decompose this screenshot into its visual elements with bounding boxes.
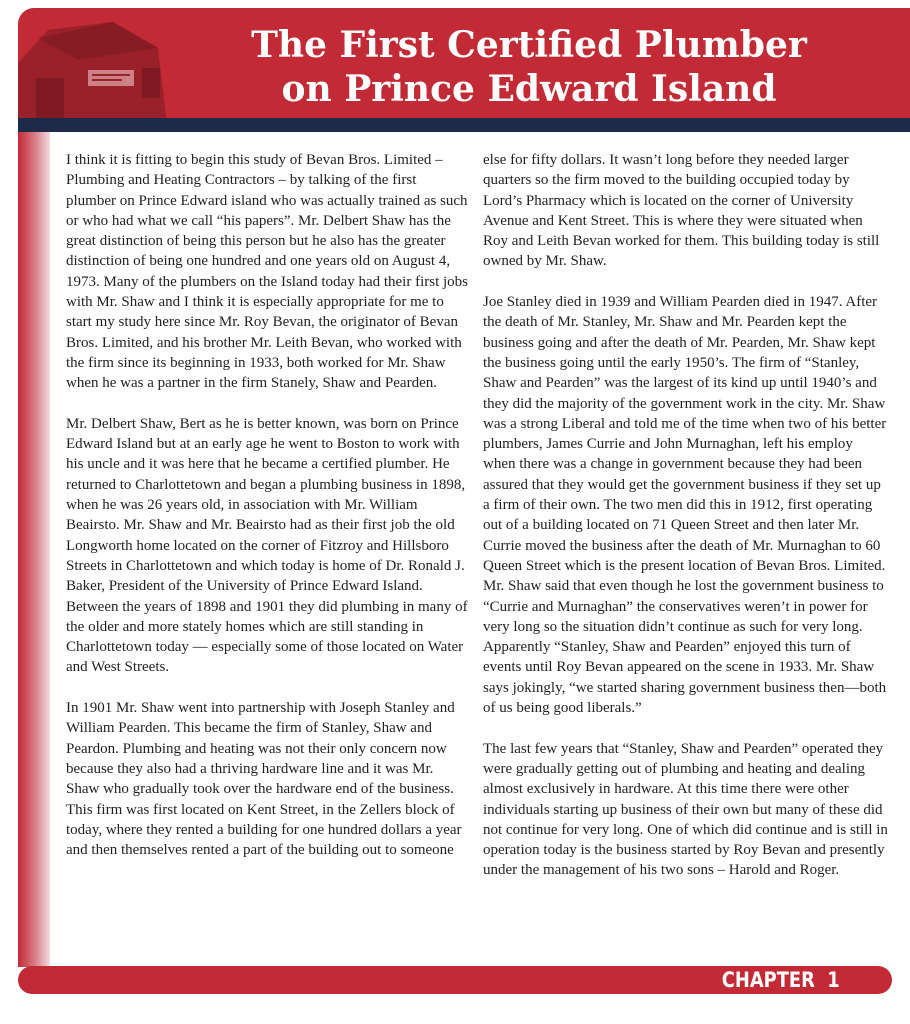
chapter-marker — [722, 967, 840, 993]
page-title — [148, 23, 910, 111]
text-column-left — [66, 150, 470, 881]
footer-bar — [18, 966, 892, 994]
paragraph: Joe Stanley died in 1939 and William Pearden died in 1947. After the death of Mr. Stanley, Mr. Shaw and Mr. Pearden kept the business going and after the death of Mr. Pearden, Mr. Shaw kept the business going until the early 1950’s. The firm of “Stanley, Shaw and Pearden” was the largest of its kind up until 1940’s and they did the majority of the government work in the city. Mr. Shaw was a strong Liberal and told me of the time when two of his better plumbers, James Currie and John Murnaghan, left his employ when there was a change in government because they had been assured that they would get the government business if they set up a firm of their own. The two men did this in 1912, first operating out of a building located on 71 Queen Street and then later Mr. Currie moved the business after the death of Mr. Murnaghan to 60 Queen Street which is the present location of Bevan Bros. Limited. Mr. Shaw said that even though he lost the government business to “Currie and Murnaghan” the conservatives weren’t in power for very long so the situation didn’t continue as such for very long. Apparently “Stanley, Shaw and Pearden” enjoyed this turn of events until Roy Bevan appeared on the scene in 1933. Mr. Shaw says jokingly, “we started sharing government business then—both of us being good liberals.” — [483, 294, 887, 717]
paragraph: else for fifty dollars. It wasn’t long before they needed larger quarters so the firm moved to the building occupied today by Lord’s Pharmacy which is located on the corner of University Avenue and Kent Street. This is where they were situated when Roy and Leith Bevan worked for them. This building today is still owned by Mr. Shaw. — [483, 152, 880, 270]
side-gradient-bar — [18, 132, 50, 967]
title-line-2: on Prince Edward Island — [281, 68, 777, 110]
header-banner — [18, 8, 910, 118]
paragraph: In 1901 Mr. Shaw went into partnership with Joseph Stanley and William Pearden. This became the firm of Stanley, Shaw and Peardon. Plumbing and heating was not their only concern now because they also had a thriving hardware line and it was Mr. Shaw who gradually took over the hardware end of the business. This firm was first located on Kent Street, in the Zellers block of today, where they rented a building for one hundred dollars a year and then themselves rented a part of the building out to someone — [66, 700, 462, 859]
chapter-number: 1 — [827, 968, 840, 992]
paragraph: Mr. Delbert Shaw, Bert as he is better known, was born on Prince Edward Island but at an early age he went to Boston to work with his uncle and it was here that he became a certified plumber. He returned to Charlottetown and began a plumbing business in 1898, when he was 26 years old, in association with Mr. William Beairsto. Mr. Shaw and Mr. Beairsto had as their first job the old Longworth home located on the corner of Fitzroy and Hillsboro Streets in Charlottetown and which today is home of Dr. Ronald J. Baker, President of the University of Prince Edward Island. Between the years of 1898 and 1901 they did plumbing in many of the older and more stately homes which are still standing in Charlottetown today — especially some of those located on Water and West Streets. — [66, 415, 468, 676]
header-underline-bar — [18, 118, 910, 132]
paragraph: I think it is fitting to begin this study of Bevan Bros. Limited – Plumbing and Heating Contractors – by talking of the first plumber on Prince Edward island who was actually trained as such or who had what we call “his papers”. Mr. Delbert Shaw has the great distinction of being this person but he also has the greater distinction of being one hundred and one years old on August 4, 1973. Many of the plumbers on the Island today had their first jobs with Mr. Shaw and I think it is especially appropriate for me to start my study here since Mr. Roy Bevan, the originator of Bevan Bros. Limited, and his brother Mr. Leith Bevan, who worked with the firm since its beginning in 1933, both worked for Mr. Shaw when he was a partner in the firm Stanely, Shaw and Pearden. — [66, 152, 469, 392]
text-column-right — [483, 150, 889, 901]
chapter-label: CHAPTER — [722, 968, 816, 992]
title-line-1: The First Certified Plumber — [251, 24, 807, 66]
paragraph: The last few years that “Stanley, Shaw and Pearden” operated they were gradually getting out of plumbing and heating and dealing almost exclusively in hardware. At this time there were other individuals starting up business of their own but many of these did not continue for very long. One of which did continue and is still in operation today is the business started by Roy Bevan and presently under the management of his two sons – Harold and Roger. — [483, 740, 888, 879]
